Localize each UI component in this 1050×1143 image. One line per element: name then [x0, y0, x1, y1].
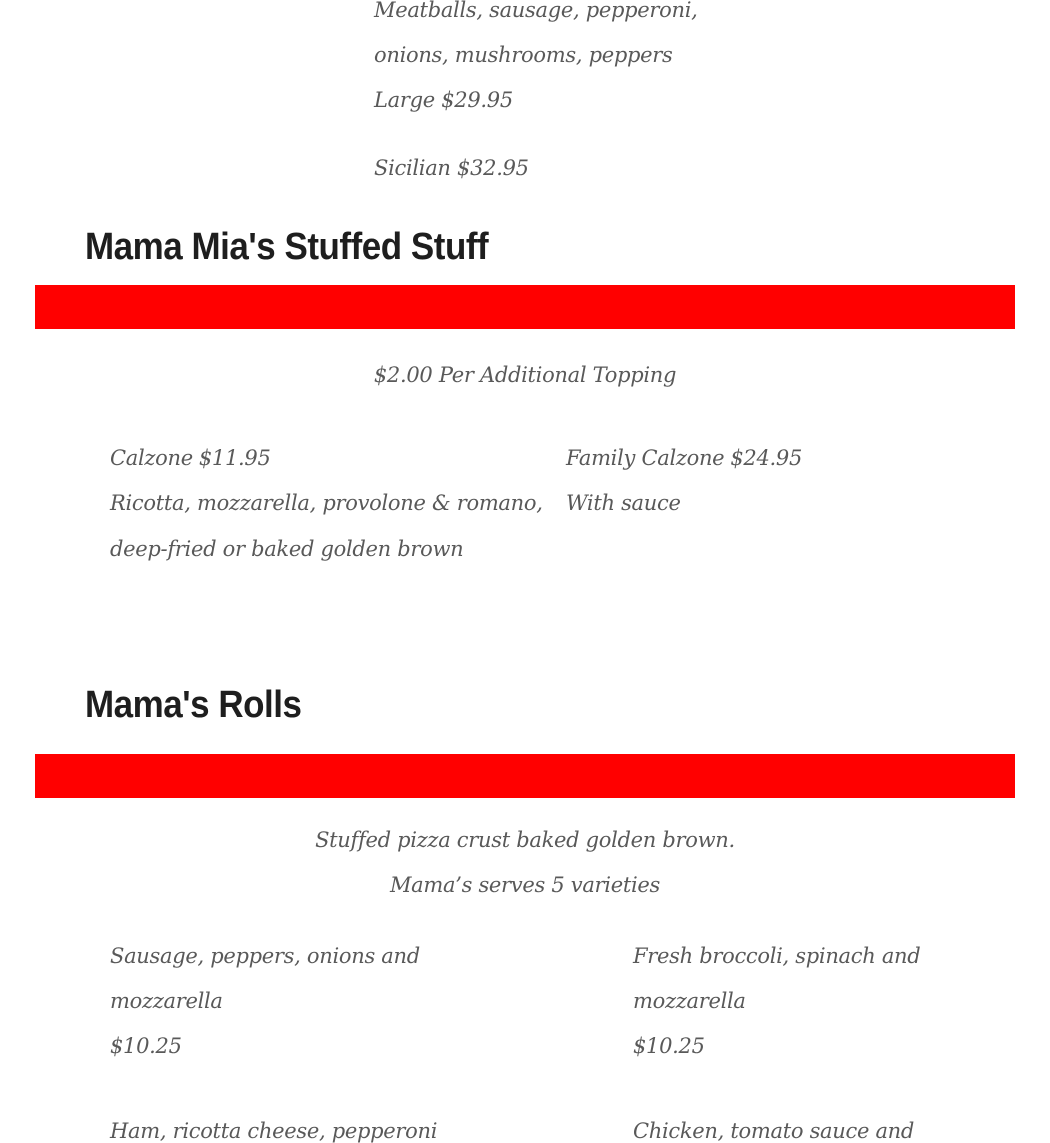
- menu-item-price: $10.25: [633, 1034, 705, 1058]
- menu-item-description: Ham, ricotta cheese, pepperoni: [110, 1119, 438, 1143]
- section-title-stuffed: Mama Mia's Stuffed Stuff: [85, 226, 489, 268]
- menu-item-family-calzone-title: [566, 446, 802, 470]
- pizza-description-line-1: Meatballs, sausage, pepperoni,: [374, 0, 698, 22]
- section-divider-bar: [35, 285, 1015, 329]
- menu-item-description: mozzarella: [633, 989, 746, 1013]
- menu-item-name: Calzone: [110, 446, 193, 470]
- menu-item-name: Family Calzone: [566, 446, 725, 470]
- menu-item-price: $11.95: [198, 446, 271, 470]
- rolls-intro-line-1: Stuffed pizza crust baked golden brown.: [315, 828, 735, 852]
- pizza-description-line-2: onions, mushrooms, peppers: [374, 43, 673, 67]
- menu-item-description: deep-fried or baked golden brown: [110, 537, 464, 561]
- section-divider-bar: [35, 754, 1015, 798]
- rolls-intro-line-2: Mama’s serves 5 varieties: [389, 873, 661, 897]
- menu-item-description: Ricotta, mozzarella, provolone & romano,: [110, 491, 543, 515]
- menu-item-description: Sausage, peppers, onions and: [110, 944, 420, 968]
- section-title-rolls: Mama's Rolls: [85, 684, 302, 726]
- menu-item-price: $24.95: [730, 446, 803, 470]
- menu-item-description: With sauce: [566, 491, 681, 515]
- menu-item-calzone-title: [110, 446, 271, 470]
- menu-item-description: Fresh broccoli, spinach and: [633, 944, 921, 968]
- menu-item-description: Chicken, tomato sauce and: [633, 1119, 915, 1143]
- pizza-sicilian-price: Sicilian $32.95: [374, 156, 529, 180]
- additional-topping-note: $2.00 Per Additional Topping: [373, 363, 677, 387]
- menu-item-price: $10.25: [110, 1034, 182, 1058]
- menu-item-description: mozzarella: [110, 989, 223, 1013]
- pizza-large-price: Large $29.95: [374, 88, 513, 112]
